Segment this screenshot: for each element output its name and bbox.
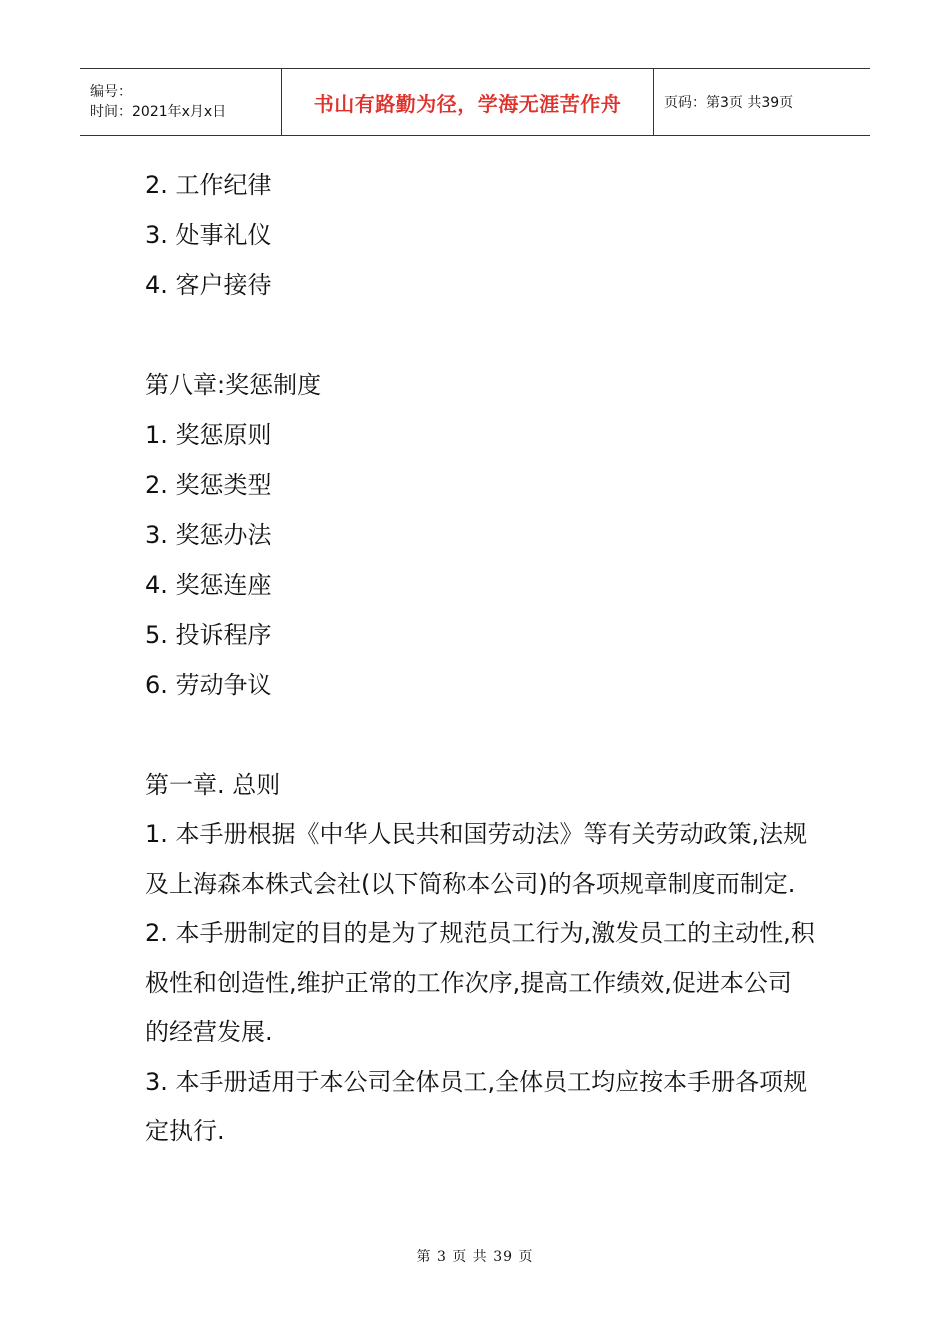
spacer bbox=[145, 710, 815, 760]
paragraph: 3. 本手册适用于本公司全体员工,全体员工均应按本手册各项规定执行. bbox=[145, 1067, 808, 1145]
list-item: 1. 奖惩原则 bbox=[145, 421, 272, 449]
chapter-title: 第一章. 总则 bbox=[145, 771, 281, 799]
document-time-label: 时间：2021年x月x日 bbox=[90, 104, 227, 120]
page-header bbox=[80, 68, 870, 136]
header-motto-cell bbox=[282, 69, 654, 135]
page-footer: 第 3 页 共 39 页 bbox=[416, 1249, 534, 1265]
header-meta bbox=[80, 69, 282, 135]
document-body bbox=[145, 160, 815, 1157]
paragraph: 2. 本手册制定的目的是为了规范员工行为,激发员工的主动性,积极性和创造性,维护正常的工作次序,提高工作绩效,促进本公司的经营发展. bbox=[145, 919, 815, 1046]
document-number-label: 编号： bbox=[90, 84, 132, 100]
spacer bbox=[145, 310, 815, 360]
header-page-cell bbox=[654, 69, 870, 135]
list-item: 2. 奖惩类型 bbox=[145, 471, 272, 499]
list-item: 4. 客户接待 bbox=[145, 271, 272, 299]
list-item: 6. 劳动争议 bbox=[145, 671, 272, 699]
list-item: 3. 处事礼仪 bbox=[145, 221, 272, 249]
list-item: 5. 投诉程序 bbox=[145, 621, 272, 649]
chapter-title: 第八章:奖惩制度 bbox=[145, 371, 322, 399]
list-item: 3. 奖惩办法 bbox=[145, 521, 272, 549]
paragraph: 1. 本手册根据《中华人民共和国劳动法》等有关劳动政策,法规及上海森本株式会社(以下简称本公司)的各项规章制度而制定. bbox=[145, 820, 808, 898]
list-item: 4. 奖惩连座 bbox=[145, 571, 272, 599]
list-item: 2. 工作纪律 bbox=[145, 171, 272, 199]
header-page-info: 页码：第3页 共39页 bbox=[664, 95, 794, 111]
header-motto: 书山有路勤为径，学海无涯苦作舟 bbox=[313, 91, 622, 116]
